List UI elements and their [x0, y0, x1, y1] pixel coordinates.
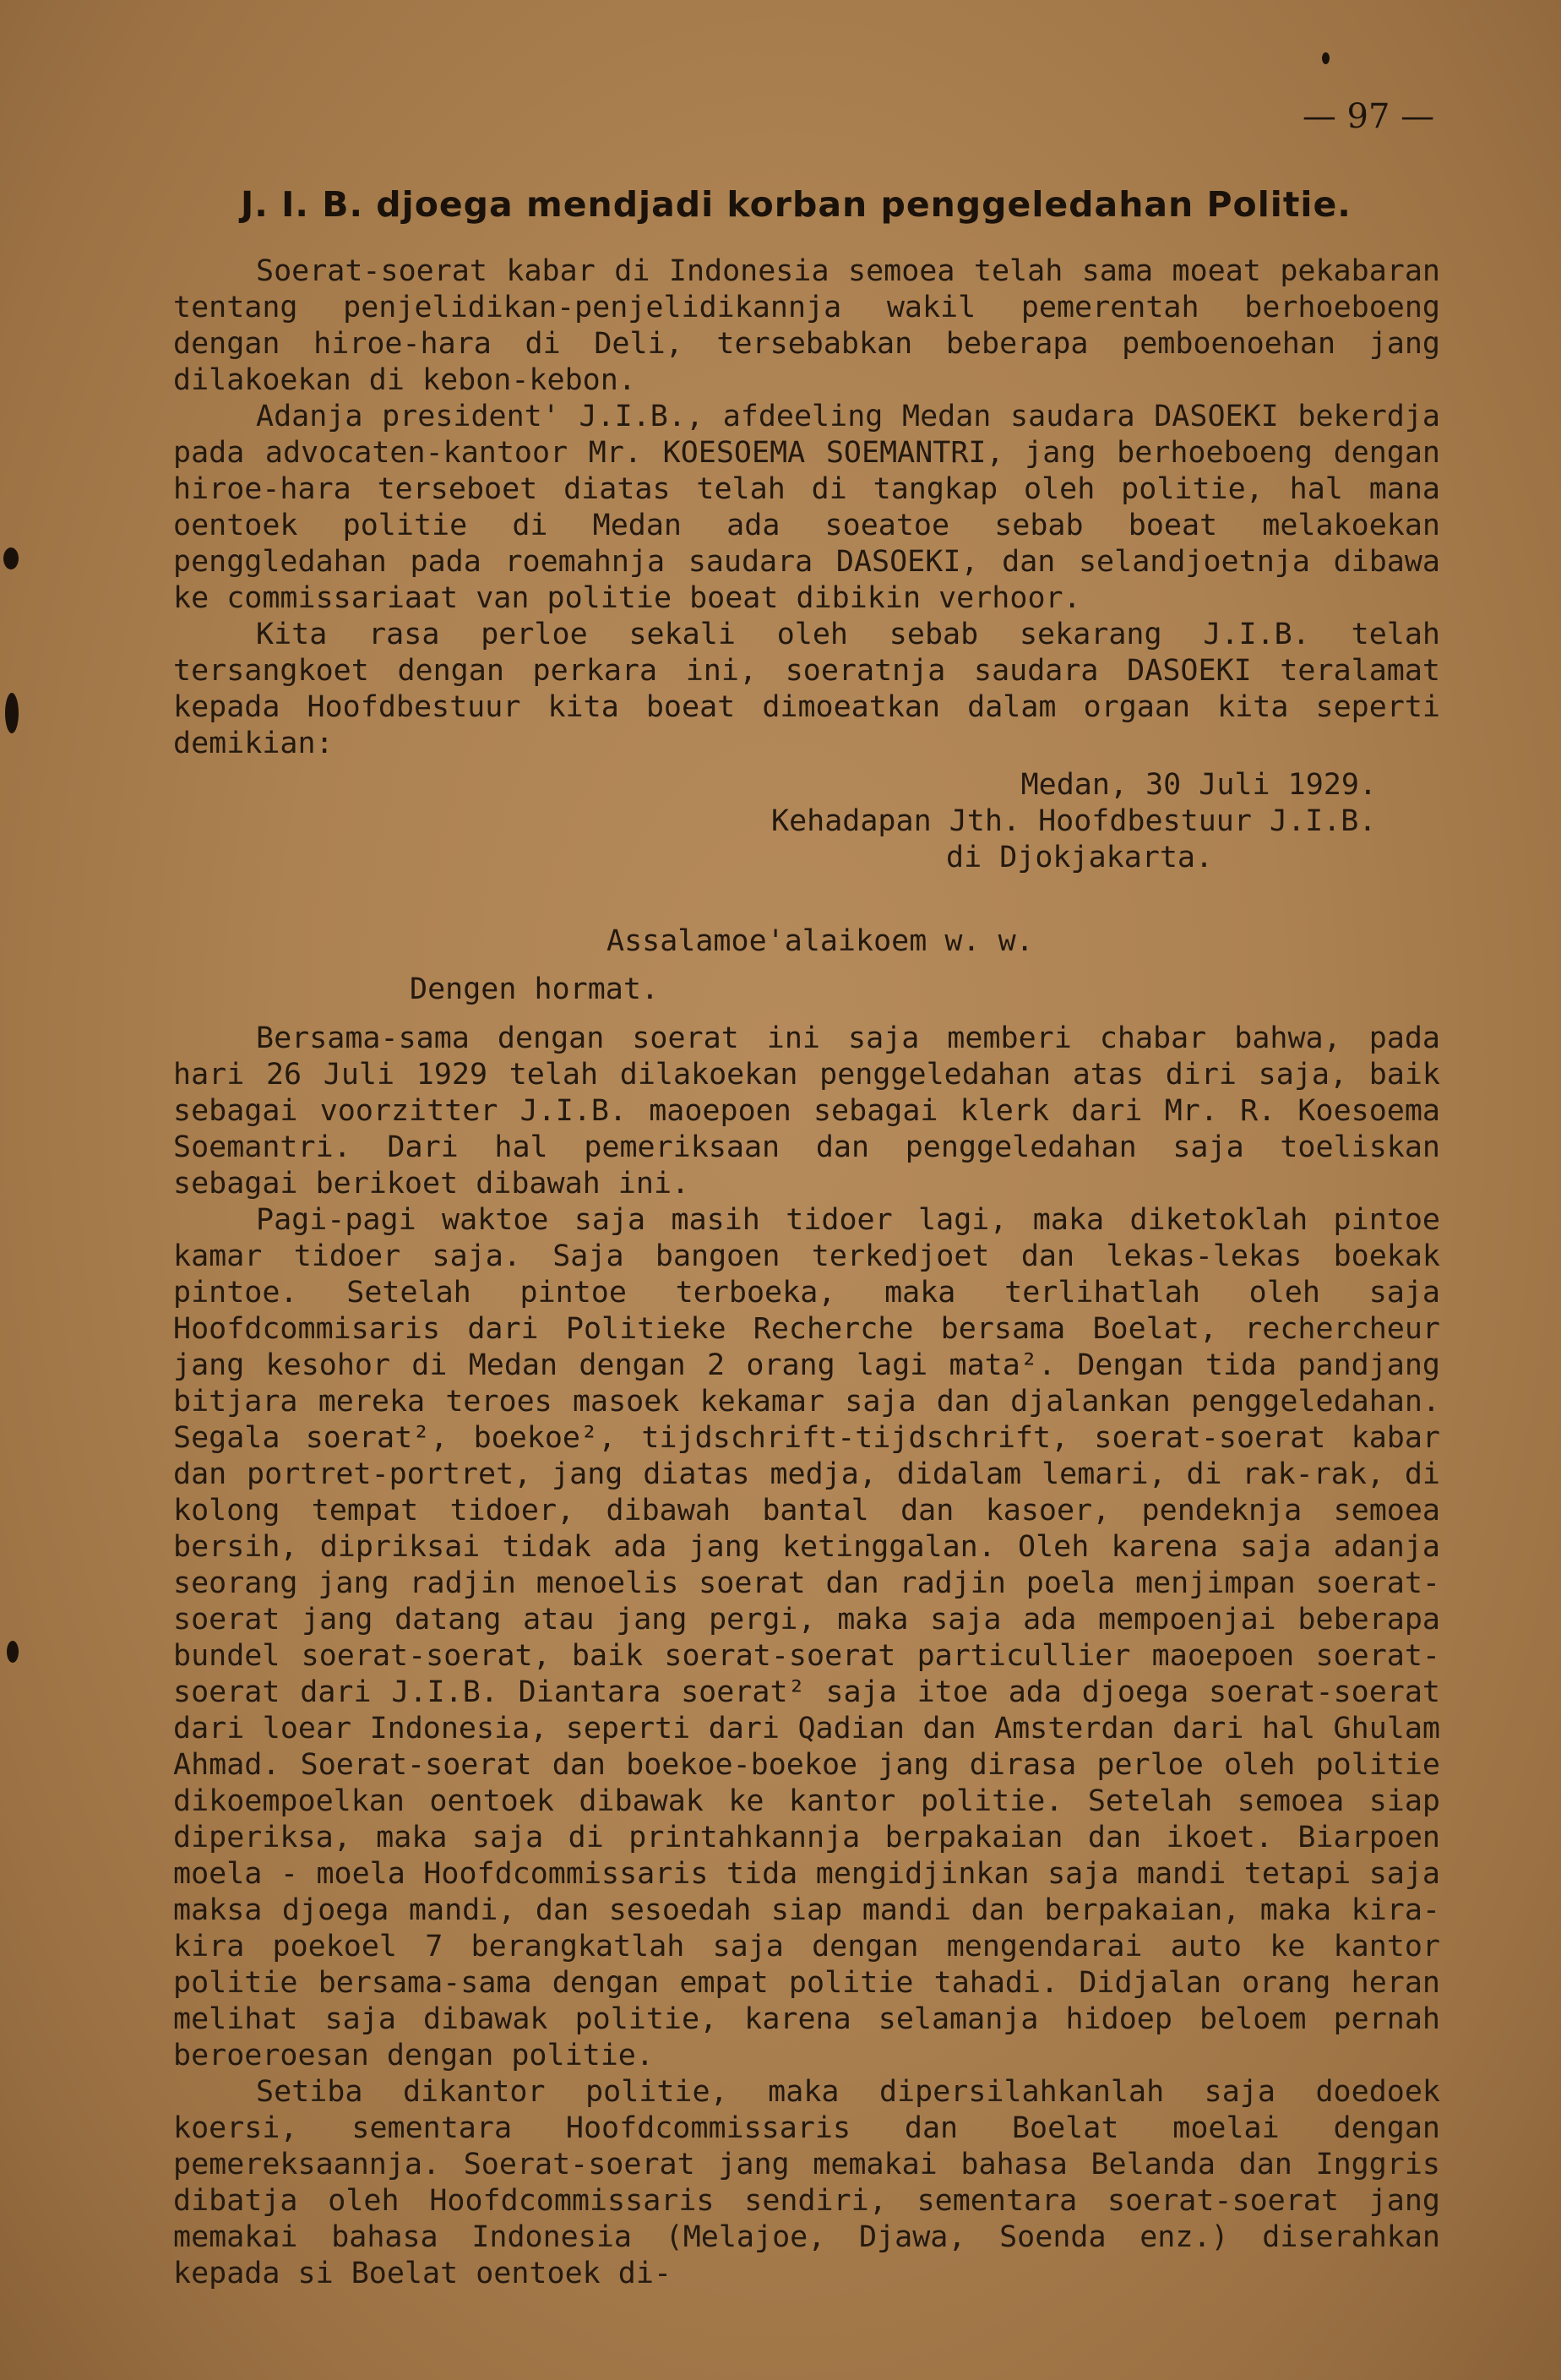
letter-body	[173, 1021, 1440, 2292]
letter-paragraph: Pagi-pagi waktoe saja masih tidoer lagi, maka diketoklah pintoe kamar tidoer saja. Saja bangoen terkedjoet dan lekas-lekas boekak pintoe. Setelah pintoe terboeka, maka terlihatlah oleh saja Hoofdcommisaris dari Politieke Recherche bersama Boelat, rechercheur jang kesohor di Medan dengan 2 orang lagi mata². Dengan tida pandjang bitjara mereka teroes masoek kekamar saja dan djalankan penggeledahan. Segala soerat², boekoe², tijdschrift-tijdschrift, soerat-soerat kabar dan portret-portret, jang diatas medja, didalam lemari, di rak-rak, di kolong tempat tidoer, dibawah bantal dan kasoer, pendeknja semoea bersih, dipriksai tidak ada jang ketinggalan. Oleh karena saja adanja seorang jang radjin menoelis soerat dan radjin poela menjimpan soerat-soerat jang datang atau jang pergi, maka saja ada mempoenjai beberapa bundel soerat-soerat, baik soerat-soerat particullier maoepoen soerat-soerat dari J.I.B. Diantara soerat² saja itoe ada djoega soerat-soerat dari loear Indonesia, seperti dari Qadian dan Amsterdan dari hal Ghulam Ahmad. Soerat-soerat dan boekoe-boekoe jang dirasa perloe oleh politie dikoempoelkan oentoek dibawak ke kantor politie. Setelah semoea siap diperiksa, maka saja di printahkannja berpakaian dan ikoet. Biarpoen moela - moela Hoofdcommissaris tida mengidjinkan saja mandi tetapi saja maksa djoega mandi, dan sesoedah siap mandi dan berpakaian, maka kira-kira poekoel 7 berangkatlah saja dengan mengendarai auto ke kantor politie bersama-sama dengan empat politie tahadi. Didjalan orang heran melihat saja dibawak politie, karena selamanja hidoep beloem pernah beroeroesan dengan politie.	[173, 1203, 1440, 2072]
intro-paragraph: Soerat-soerat kabar di Indonesia semoea telah sama moeat pekabaran tentang penjelidikan-penjelidikannja wakil pemerentah berhoeboeng dengan hiroe-hara di Deli, tersebabkan beberapa pemboenoehan jang dilakoekan di kebon-kebon.	[173, 254, 1440, 397]
article-headline: J. I. B. djoega mendjadi korban penggeledahan Politie.	[241, 184, 1352, 225]
ink-speck	[3, 547, 19, 569]
intro-text	[173, 253, 1440, 762]
letter-place: di Djokjakarta.	[946, 841, 1214, 874]
letter-date: Medan, 30 Juli 1929.	[1020, 768, 1377, 802]
intro-paragraph: Kita rasa perloe sekali oleh sebab sekarang J.I.B. telah tersangkoet dengan perkara ini, soeratnja saudara DASOEKI teralamat kepada Hoofdbestuur kita boeat dimoeatkan dalam orgaan kita seperti demikian:	[173, 618, 1440, 760]
ink-speck	[5, 693, 19, 733]
letter-salutation: Assalamoe'alaikoem w. w.	[606, 924, 1034, 958]
ink-speck	[1322, 52, 1330, 64]
intro-paragraph: Adanja president' J.I.B., afdeeling Medan saudara DASOEKI bekerdja pada advocaten-kantoor Mr. KOESOEMA SOEMANTRI, jang berhoeboeng dengan hiroe-hara terseboet diatas telah di tangkap oleh politie, hal mana oentoek politie di Medan ada soeatoe sebab boeat melakoekan penggledahan pada roemahnja saudara DASOEKI, dan selandjoetnja dibawa ke commissariaat van politie boeat dibikin verhoor.	[173, 400, 1440, 615]
letter-greeting: Dengen hormat.	[410, 972, 660, 1006]
page-number: — 97 —	[1302, 97, 1435, 136]
ink-speck	[7, 1641, 19, 1663]
letter-paragraph: Setiba dikantor politie, maka dipersilahkanlah saja doedoek koersi, sementara Hoofdcommissaris dan Boelat moelai dengan pemereksaannja. Soerat-soerat jang memakai bahasa Belanda dan Inggris dibatja oleh Hoofdcommissaris sendiri, sementara soerat-soerat jang memakai bahasa Indonesia (Melajoe, Djawa, Soenda enz.) diserahkan kepada si Boelat oentoek di-	[173, 2075, 1440, 2290]
letter-addressee: Kehadapan Jth. Hoofdbestuur J.I.B.	[771, 804, 1377, 838]
letter-heading	[173, 767, 1440, 876]
letter-paragraph: Bersama-sama dengan soerat ini saja memberi chabar bahwa, pada hari 26 Juli 1929 telah dilakoekan penggeledahan atas diri saja, baik sebagai voorzitter J.I.B. maoepoen sebagai klerk dari Mr. R. Koesoema Soemantri. Dari hal pemeriksaan dan penggeledahan saja toeliskan sebagai berikoet dibawah ini.	[173, 1021, 1440, 1201]
